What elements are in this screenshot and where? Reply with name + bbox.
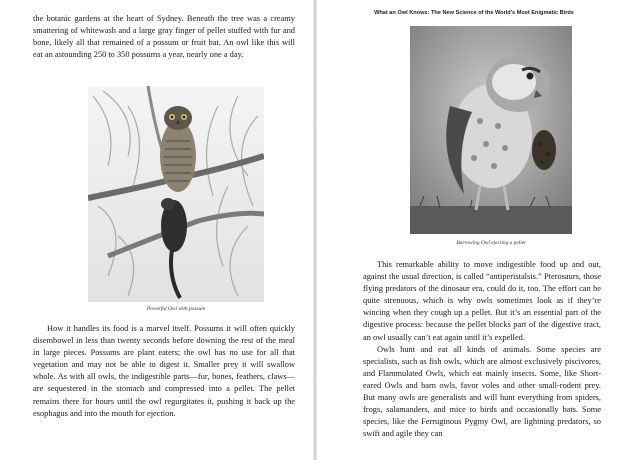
powerful-owl-photo — [88, 86, 264, 302]
right-figure-caption: Burrowing Owl ejecting a pellet — [456, 240, 526, 246]
left-top-text — [33, 13, 295, 61]
book-gutter — [313, 0, 317, 460]
right-paragraph-1: This remarkable ability to move indigestible food up and out, against the usual direction, is called “antiperistalsis.” Pterosaurs, those flying predators of the dinosaur era, could do it, too. The effort can be quite strenuous, which is why owls sometimes look as if they’re wincing when they cough up a pellet. But it’s an essential part of the digestive process: because the pellet blocks part of the digestive tract, an owl usually can’t eat again until it’s expelled. — [363, 260, 601, 342]
left-paragraph-bottom: How it handles its food is a marvel itself. Possums it will often quickly disembowel in less than twenty seconds before downing the rest of the meal in large pieces. Possums are plant eaters; the owl has no use for all that vegetation and may not be able to digest it. Smaller prey it will swallow whole. As with all owls, the indigestible parts—fur, bones, feathers, claws—are sequestered in the stomach and compressed into a pellet. The pellet remains there for hours until the owl regurgitates it, pushing it back up the esophagus and into the mouth for ejection. — [33, 324, 295, 418]
burrowing-owl-photo — [410, 26, 572, 234]
burrowing-owl-illustration — [410, 26, 572, 234]
right-paragraph-2: Owls hunt and eat all kinds of animals. Some species are specialists, such as fish owls, which are almost exclusively piscivores, and Flammulated Owls, which eat mainly insects. Some, like Short-eared Owls and barn owls, favor voles and other small-rodent prey. But many owls are generalists and will hunt everything from spiders, frogs, salamanders, and mice to birds and occasionally bats. Some species, like the Ferruginous Pygmy Owl, are lightning predators, so swift and agile they can — [363, 344, 601, 439]
running-header: What an Owl Knows: The New Science of the World's Most Enigmatic Birds — [374, 10, 574, 16]
powerful-owl-illustration — [88, 86, 264, 302]
right-body-text — [363, 259, 601, 440]
left-bottom-text — [33, 323, 295, 420]
left-paragraph-top: the botanic gardens at the heart of Sydney. Beneath the tree was a creamy smattering of whitewash and a large gray finger of pellet stuffed with fur and bone, likely all that remained of a possum or fruit bat. An owl like this will eat an astounding 250 to 350 possums a year, nearly one a day. — [33, 14, 295, 60]
left-figure-caption: Powerful Owl with possum — [146, 306, 206, 312]
